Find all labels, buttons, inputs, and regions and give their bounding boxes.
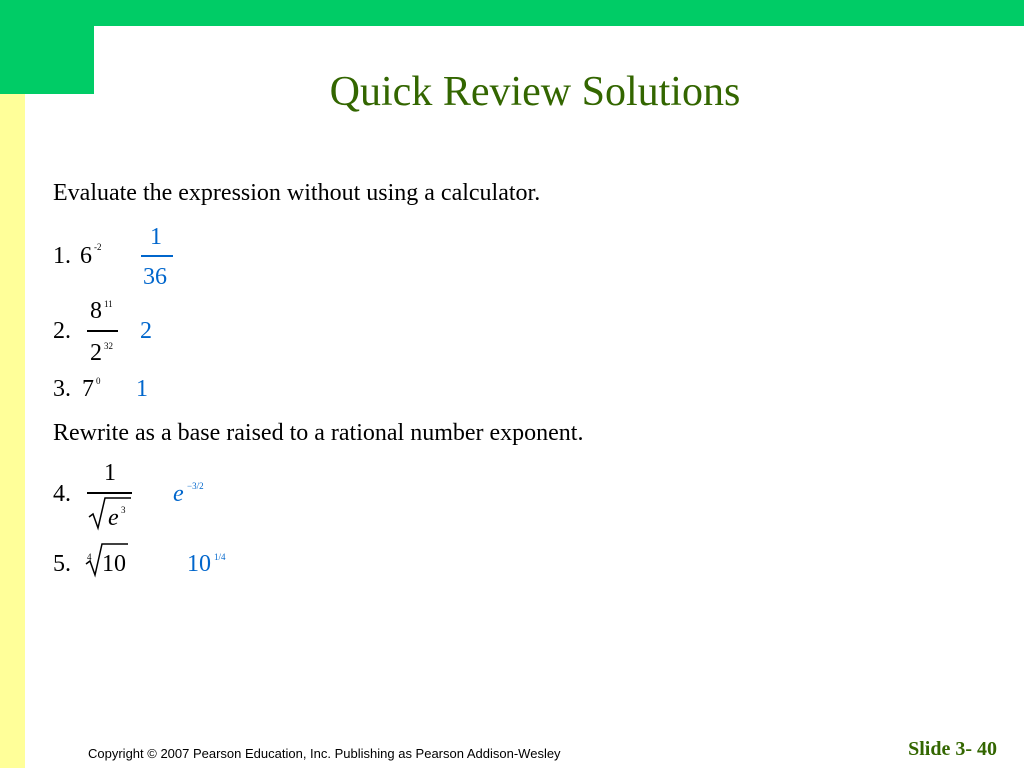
answer-4-exponent: −3/2 xyxy=(187,481,204,491)
problem-3-number: 3. xyxy=(53,376,71,402)
problem-2-fraction-bar xyxy=(87,330,118,332)
problem-5-number: 5. xyxy=(53,551,71,577)
problem-2-numerator-exponent: 11 xyxy=(104,299,113,309)
top-accent-bar xyxy=(0,0,1024,26)
left-accent-bar xyxy=(0,94,25,768)
problem-3-exponent: 0 xyxy=(96,376,101,386)
problem-5-root-index: 4 xyxy=(87,552,92,562)
answer-2: 2 xyxy=(140,318,152,344)
section-instruction-2: Rewrite as a base raised to a rational number exponent. xyxy=(53,420,584,446)
problem-2-denominator-exponent: 32 xyxy=(104,341,113,351)
problem-2-number: 2. xyxy=(53,318,71,344)
problem-4-radicand-exponent: 3 xyxy=(121,505,126,515)
problem-4-numerator: 1 xyxy=(104,460,116,486)
problem-1-exponent: -2 xyxy=(94,242,102,252)
answer-5-exponent: 1/4 xyxy=(214,552,226,562)
copyright-footer: Copyright © 2007 Pearson Education, Inc. Publishing as Pearson Addison-Wesley xyxy=(88,746,561,761)
problem-4-radicand: e xyxy=(108,505,119,531)
problem-2-numerator-base: 8 xyxy=(90,298,102,324)
answer-1-denominator: 36 xyxy=(143,264,167,290)
answer-1-fraction-bar xyxy=(141,255,173,257)
answer-5-base: 10 xyxy=(187,551,211,577)
problem-2-denominator-base: 2 xyxy=(90,340,102,366)
section-instruction-1: Evaluate the expression without using a calculator. xyxy=(53,180,541,206)
problem-3-base: 7 xyxy=(82,376,94,402)
answer-1-numerator: 1 xyxy=(150,224,162,250)
slide-number: Slide 3- 40 xyxy=(908,738,997,760)
answer-3: 1 xyxy=(136,376,148,402)
slide-title: Quick Review Solutions xyxy=(329,69,741,115)
problem-5-radicand: 10 xyxy=(102,551,126,577)
answer-4-base: e xyxy=(173,481,184,507)
problem-4-number: 4. xyxy=(53,481,71,507)
problem-4-fraction-bar xyxy=(87,492,132,494)
problem-1-number: 1. xyxy=(53,243,71,269)
problem-1-base: 6 xyxy=(80,243,92,269)
